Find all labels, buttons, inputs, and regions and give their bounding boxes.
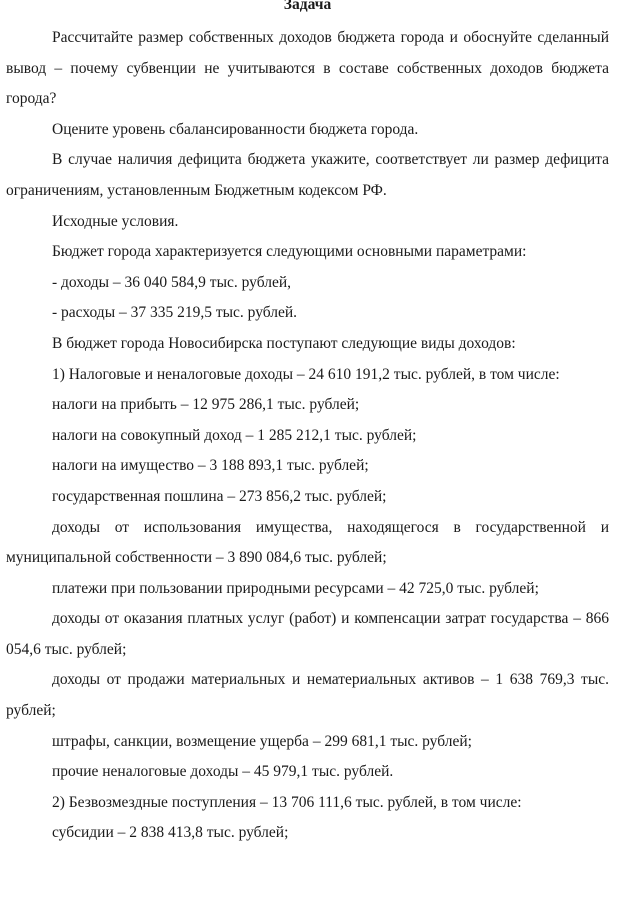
conditions-heading: Исходные условия. <box>52 212 179 230</box>
tax-nontax-income: 1) Налоговые и неналоговые доходы – 24 610 191,2 тыс. рублей, в том числе: <box>52 365 560 383</box>
list-item-property-tax: налоги на имущество – 3 188 893,1 тыс. рублей; <box>52 457 369 475</box>
budget-expenses-line: - расходы – 37 335 219,5 тыс. рублей. <box>52 304 298 322</box>
list-item-asset-sales: доходы от продажи материальных и нематериальных активов – 1 638 769,3 тыс. рублей; <box>6 671 609 720</box>
task-paragraph-3: В случае наличия дефицита бюджета укажите, соответствует ли размер дефицита ограничениям, установленным Бюджетным кодексом РФ. <box>6 151 609 199</box>
list-item-state-duty: государственная пошлина – 273 856,2 тыс. рублей; <box>52 487 387 505</box>
list-item-paid-services: доходы от оказания платных услуг (работ) и компенсации затрат государства – 866 054,6 тыс. рублей; <box>6 610 609 658</box>
list-item-subsidies: субсидии – 2 838 413,8 тыс. рублей; <box>52 824 289 842</box>
list-item-other-nontax: прочие неналоговые доходы – 45 979,1 тыс. рублей. <box>52 763 394 781</box>
list-item-property-use-income: доходы от использования имущества, находящегося в государственной и муниципальной собственности – 3 890 084,6 тыс. рублей; <box>6 518 609 567</box>
list-item-profit-tax: налоги на прибыть – 12 975 286,1 тыс. рублей; <box>52 396 360 414</box>
budget-params-intro: Бюджет города характеризуется следующими основными параметрами: <box>52 243 527 261</box>
list-item-aggregate-income-tax: налоги на совокупный доход – 1 285 212,1 тыс. рублей; <box>52 426 417 444</box>
list-item-fines: штрафы, санкции, возмещение ущерба – 299 681,1 тыс. рублей; <box>52 732 472 750</box>
task-paragraph-2: Оцените уровень сбалансированности бюджета города. <box>52 120 419 138</box>
gratuitous-receipts: 2) Безвозмездные поступления – 13 706 111,6 тыс. рублей, в том числе: <box>52 793 522 811</box>
budget-income-line: - доходы – 36 040 584,9 тыс. рублей, <box>52 273 291 291</box>
document-title: Задача <box>283 0 332 13</box>
income-types-intro: В бюджет города Новосибирска поступают следующие виды доходов: <box>52 334 516 352</box>
task-paragraph-1: Рассчитайте размер собственных доходов бюджета города и обоснуйте сделанный вывод – почему субвенции не учитываются в составе собственных доходов бюджета города? <box>6 29 609 108</box>
list-item-natural-resources: платежи при пользовании природными ресурсами – 42 725,0 тыс. рублей; <box>52 579 539 597</box>
